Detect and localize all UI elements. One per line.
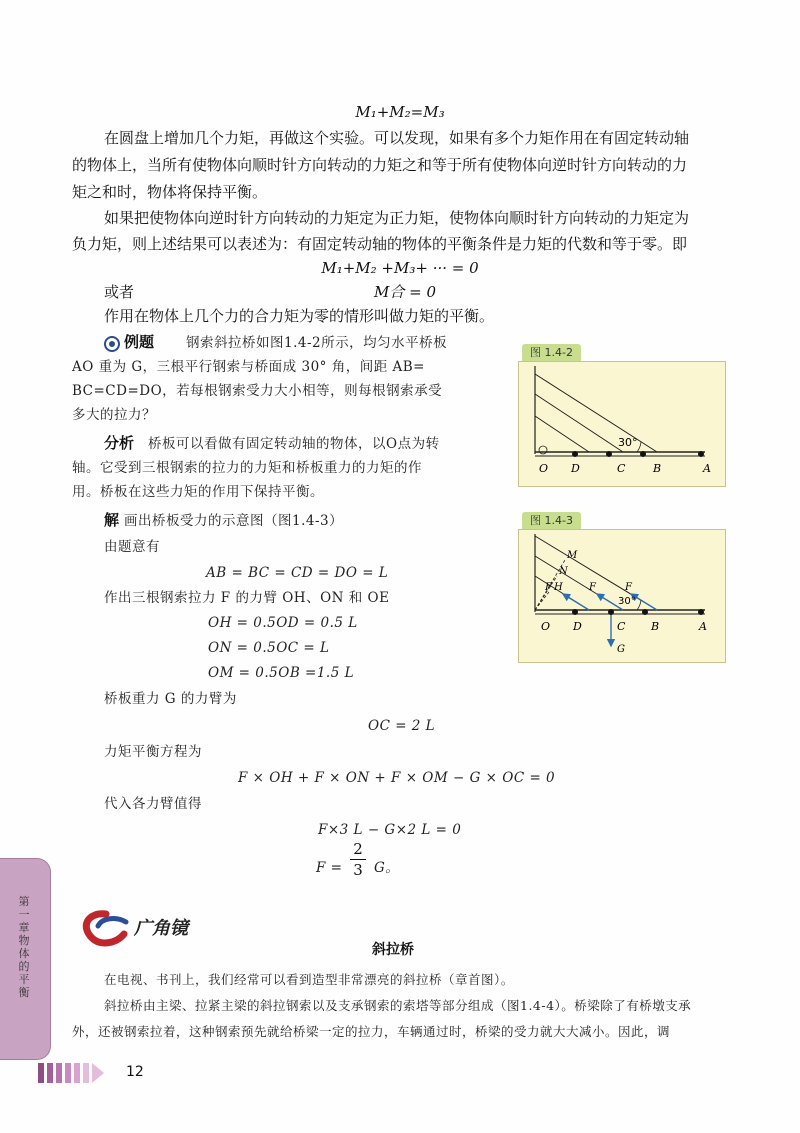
page-number: 12 — [126, 1064, 144, 1080]
box-line-3: 外，还被钢索拉着，这种钢索预先就给桥梁一定的拉力，车辆通过时，桥梁的受力就大大减小。因此，调 — [72, 1024, 671, 1039]
equation-m1-m2-m3: M₁+M₂=M₃ — [355, 103, 445, 121]
analysis-line-2: 轴。它受到三根钢索的拉力的力矩和桥板重力的力矩的作 — [72, 460, 422, 476]
equation-sum-zero: M₁+M₂ +M₃+ ··· = 0 — [321, 259, 479, 277]
figure-2-point-b: B — [651, 620, 660, 633]
solution-line-3: 作出三根钢索拉力 F 的力臂 OH、ON 和 OE — [104, 590, 390, 606]
example-line-3: BC=CD=DO，若每根钢索受力大小相等，则每根钢索承受 — [72, 383, 443, 399]
figure-2-label-m: M — [567, 550, 578, 561]
figure-2-point-d: D — [573, 620, 582, 633]
figure-1-4-3 — [518, 529, 726, 663]
paragraph-2-line-2: 负力矩，则上述结果可以表述为：有固定转动轴的物体的平衡条件是力矩的代数和等于零。即 — [72, 235, 688, 253]
box-line-2: 斜拉桥由主梁、拉紧主梁的斜拉钢索以及支承钢索的索塔等部分组成（图1.4-4）。桥梁除了有桥墩支承 — [104, 998, 692, 1013]
box-line-1: 在电视、书刊上，我们经常可以看到造型非常漂亮的斜拉桥（章首图）。 — [104, 972, 514, 987]
figure-1-point-b: B — [653, 462, 662, 475]
solution-eq-5: OC = 2 L — [368, 718, 436, 734]
solution-eq-6: F × OH + F × ON + F × OM − G × OC = 0 — [238, 770, 556, 786]
figure-1-diagram — [519, 362, 725, 486]
fraction-denominator: 3 — [353, 861, 363, 879]
analysis-line-1: 桥板可以看做有固定转动轴的物体，以O点为转 — [148, 436, 440, 452]
figure-1-angle: 30° — [618, 436, 638, 449]
analysis-line-3: 用。桥板在这些力矩的作用下保持平衡。 — [72, 484, 324, 500]
figure-2-label-h: H — [554, 582, 563, 593]
solution-line-4: 桥板重力 G 的力臂为 — [104, 691, 237, 707]
paragraph-1-line-2: 的物体上，当所有使物体向顺时针方向转动的力矩之和等于所有使物体向逆时针方向转动的力 — [72, 156, 688, 174]
figure-2-point-o: O — [541, 620, 551, 633]
solution-line-1: 画出桥板受力的示意图（图1.4-3） — [124, 513, 344, 529]
paragraph-1-line-1: 在圆盘上增加几个力矩，再做这个实验。可以发现，如果有多个力矩作用在有固定转动轴 — [104, 129, 690, 147]
example-icon — [104, 336, 120, 352]
figure-2-label-f2: F — [589, 582, 596, 593]
analysis-label: 分析 — [104, 434, 135, 452]
figure-2-angle: 30° — [618, 596, 636, 607]
or-label: 或者 — [104, 283, 135, 301]
figure-2-point-a: A — [699, 620, 707, 633]
solution-line-5: 力矩平衡方程为 — [104, 744, 202, 760]
chapter-sidebar-text: 第一章 物体的平衡 — [18, 895, 30, 999]
figure-2-point-c: C — [617, 620, 626, 633]
solution-eq-1: AB = BC = CD = DO = L — [206, 565, 389, 581]
figure-2-label-f1: F — [545, 582, 552, 593]
solution-eq-3: ON = 0.5OC = L — [208, 640, 330, 656]
figure-1-4-2 — [518, 361, 726, 487]
solution-line-2: 由题意有 — [104, 539, 160, 555]
fraction-two-thirds — [350, 840, 366, 879]
figure-1-point-d: D — [571, 462, 580, 475]
example-line-2: AO 重为 G，三根平行钢索与桥面成 30° 角，间距 AB= — [72, 359, 425, 375]
footer-decoration — [38, 1060, 118, 1086]
example-label: 例题 — [124, 333, 155, 351]
solution-eq-8-right: G。 — [374, 860, 400, 876]
solution-eq-7: F×3 L − G×2 L = 0 — [318, 822, 462, 838]
wide-angle-title: 广角镜 — [134, 918, 188, 939]
solution-eq-8-left: F = — [316, 860, 343, 876]
solution-line-6: 代入各力臂值得 — [104, 796, 202, 812]
equation-net-moment: M合 = 0 — [374, 283, 437, 301]
fraction-bar — [350, 859, 366, 860]
figure-2-label-g: G — [617, 644, 625, 655]
wide-angle-logo-icon — [76, 904, 216, 954]
figure-2-diagram — [519, 530, 725, 662]
solution-label: 解 — [104, 511, 120, 529]
paragraph-1-line-3: 矩之和时，物体将保持平衡。 — [72, 183, 268, 201]
figure-1-tab: 图 1.4-2 — [522, 344, 581, 362]
box-subtitle: 斜拉桥 — [372, 942, 414, 958]
figure-2-label-n: N — [559, 566, 568, 577]
figure-2-tab: 图 1.4-3 — [522, 512, 581, 530]
figure-2-label-f3: F — [625, 582, 632, 593]
wide-angle-logo — [76, 904, 216, 954]
example-line-4: 多大的拉力？ — [72, 407, 156, 423]
solution-eq-2: OH = 0.5OD = 0.5 L — [208, 615, 358, 631]
fraction-numerator: 2 — [353, 840, 363, 858]
footer-bars-icon — [38, 1060, 118, 1086]
figure-1-point-c: C — [617, 462, 626, 475]
paragraph-2-line-1: 如果把使物体向逆时针方向转动的力矩定为正力矩，使物体向顺时针方向转动的力矩定为 — [104, 209, 690, 227]
figure-1-point-o: O — [539, 462, 549, 475]
solution-eq-4: OM = 0.5OB =1.5 L — [208, 665, 355, 681]
paragraph-3: 作用在物体上几个力的合力矩为零的情形叫做力矩的平衡。 — [104, 307, 495, 325]
figure-1-point-a: A — [703, 462, 711, 475]
example-line-1: 钢索斜拉桥如图1.4-2所示，均匀水平桥板 — [186, 335, 448, 351]
